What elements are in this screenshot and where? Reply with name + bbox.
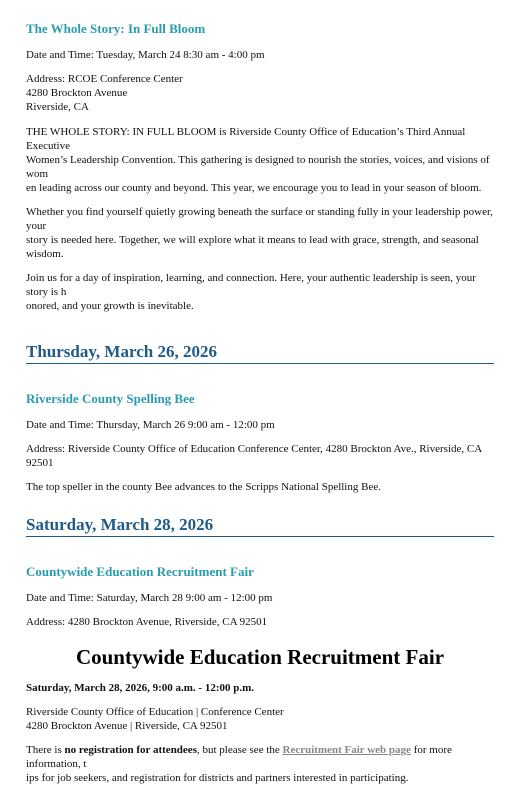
fair-info-text: for more information, t: [26, 744, 452, 770]
event-title-whole-story: The Whole Story: In Full Bloom: [26, 21, 206, 36]
fair-title: Countywide Education Recruitment Fair: [75, 645, 445, 669]
event-description-line: onored, and your growth is inevitable.: [26, 300, 194, 312]
event-description-line: story is needed here. Together, we will explore what it means to lead with grace, strength, and seasonal wisdom.: [26, 234, 479, 260]
fair-info-text: , but please see the: [196, 744, 283, 756]
event-address-line: Riverside, CA: [26, 101, 89, 113]
fair-info: [26, 743, 494, 771]
event-title-spelling-bee: Riverside County Spelling Bee: [26, 391, 195, 406]
event-datetime: Date and Time: Tuesday, March 24 8:30 am - 4:00 pm: [26, 49, 265, 61]
event-address: Address: Riverside County Office of Education Conference Center, 4280 Brockton Ave., Riverside, CA 92501: [26, 443, 482, 469]
event-address-line: 4280 Brockton Avenue: [26, 87, 128, 99]
event-description-line: en leading across our county and beyond. This year, we encourage you to lead in your season of bloom.: [26, 182, 482, 194]
event-description: The top speller in the county Bee advances to the Scripps National Spelling Bee.: [26, 481, 381, 493]
fair-date: Saturday, March 28, 2026, 9:00 a.m. - 12:00 p.m.: [26, 682, 255, 694]
event-description-line: Women’s Leadership Convention. This gathering is designed to nourish the stories, voices, and visions of wom: [26, 154, 490, 180]
day-heading-thursday: Thursday, March 26, 2026: [26, 342, 494, 364]
fair-info-bold: no registration for attendees: [64, 744, 197, 756]
event-address-line: Address: RCOE Conference Center: [26, 73, 183, 85]
event-address: Address: 4280 Brockton Avenue, Riverside, CA 92501: [26, 616, 268, 628]
fair-info-line: ips for job seekers, and registration for districts and partners interested in participating.: [26, 772, 409, 784]
day-heading-saturday: Saturday, March 28, 2026: [26, 515, 494, 537]
fair-venue-line: Riverside County Office of Education | Conference Center: [26, 706, 284, 718]
fair-info-text: There is: [26, 744, 65, 756]
event-description-line: Join us for a day of inspiration, learning, and connection. Here, your authentic leadership is seen, your story is h: [26, 272, 476, 298]
event-datetime: Date and Time: Saturday, March 28 9:00 am - 12:00 pm: [26, 592, 273, 604]
event-description-line: THE WHOLE STORY: IN FULL BLOOM is Riverside County Office of Education’s Third Annual Executive: [26, 126, 466, 152]
event-description-line: Whether you find yourself quietly growing beneath the surface or standing fully in your leadership power, your: [26, 206, 493, 232]
event-datetime: Date and Time: Thursday, March 26 9:00 am - 12:00 pm: [26, 419, 275, 431]
event-title-recruitment-fair: Countywide Education Recruitment Fair: [26, 564, 254, 579]
recruitment-fair-link[interactable]: Recruitment Fair web page: [282, 744, 411, 756]
fair-venue-line: 4280 Brockton Avenue | Riverside, CA 92501: [26, 720, 228, 732]
